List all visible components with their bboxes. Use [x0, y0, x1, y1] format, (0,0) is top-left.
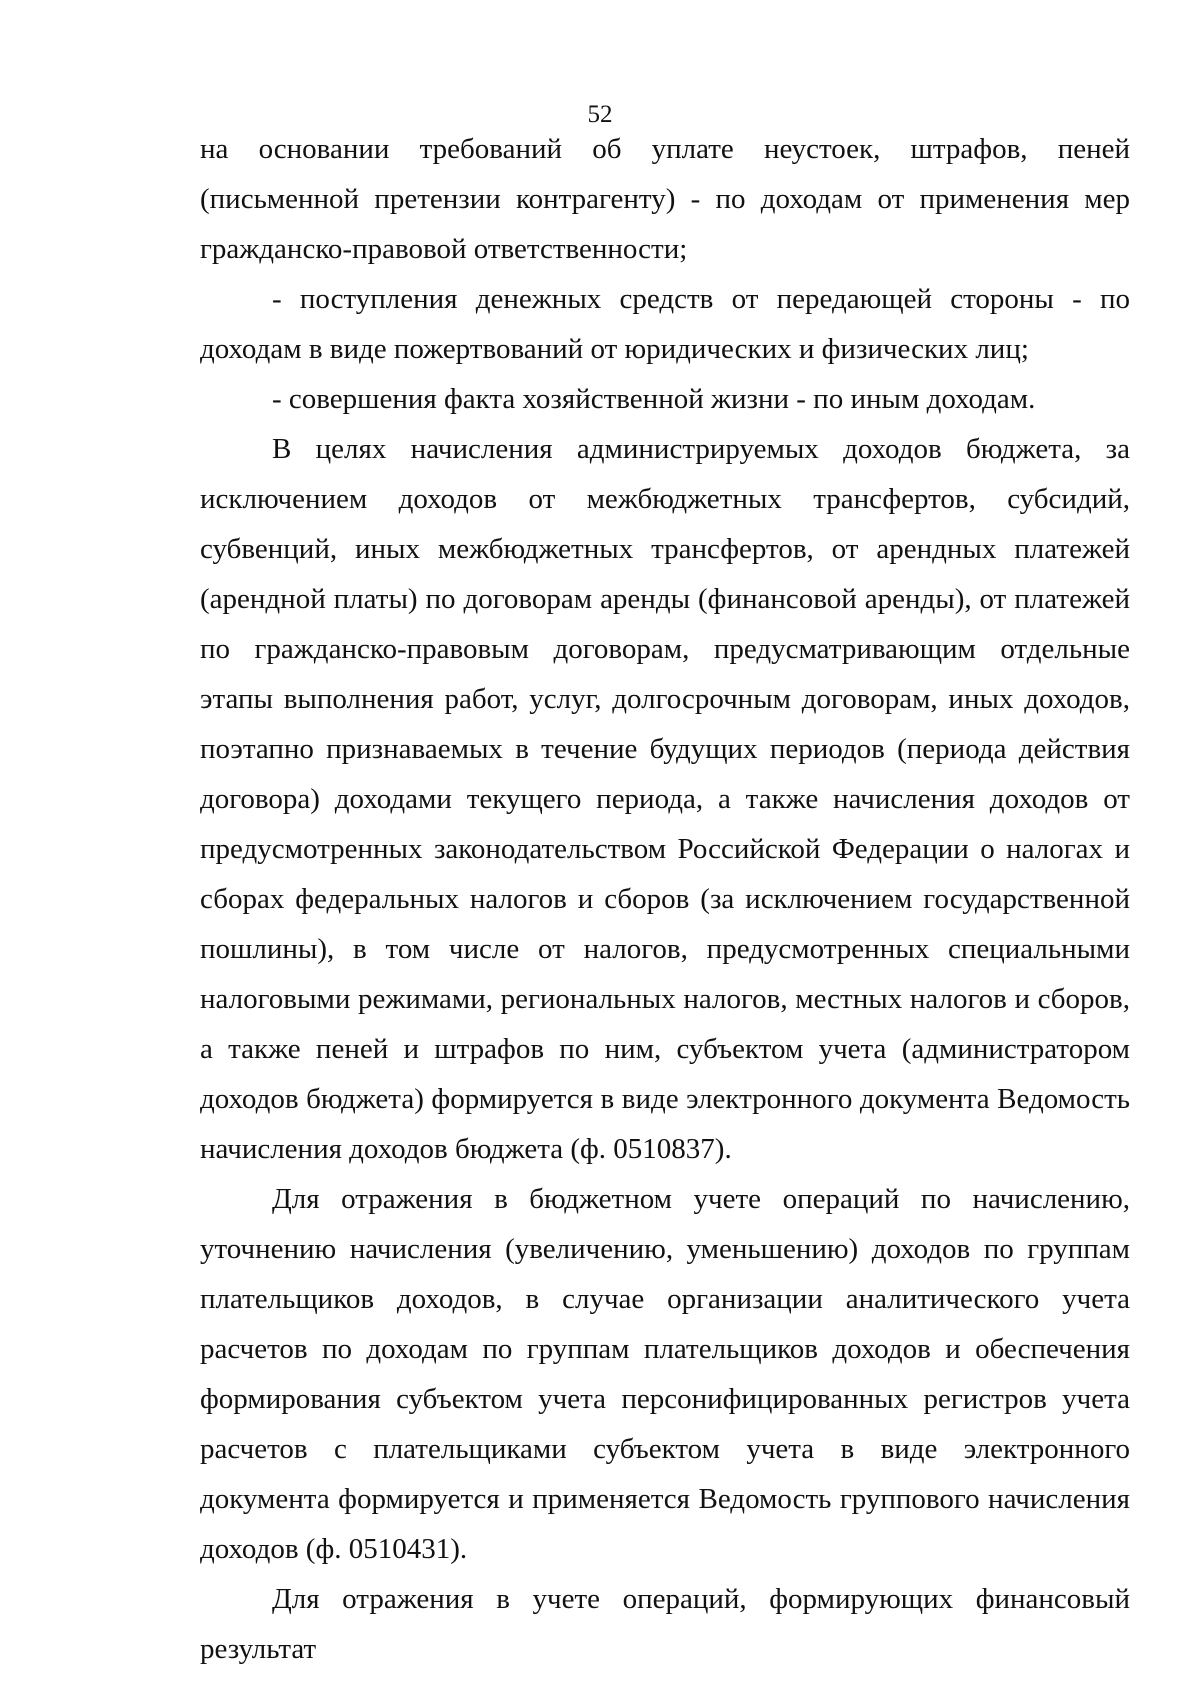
paragraph-accrual-statement: В целях начисления администрируемых доходов бюджета, за исключением доходов от межбюджетных трансфертов, субсидий, субвенций, иных межбюджетных трансфертов, от арендных платежей (арендной платы) по договорам аренды (финансовой аренды), от платежей по гражданско-правовым договорам, предусматривающим отдельные этапы выполнения работ, услуг, долгосрочным договорам, иных доходов, поэтапно признаваемых в течение будущих периодов (периода действия договора) доходами текущего периода, а также начисления доходов от предусмотренных законодательством Российской Федерации о налогах и сборах федеральных налогов и сборов (за исключением государственной пошлины), в том числе от налогов, предусмотренных специальными налоговыми режимами, региональных налогов, местных налогов и сборов, а также пеней и штрафов по ним, субъектом учета (администратором доходов бюджета) формируется в виде электронного документа Ведомость начисления доходов бюджета (ф. 0510837). [200, 433, 1130, 1165]
paragraph-financial-result: Для отражения в учете операций, формирующих финансовый результат [200, 1583, 1130, 1665]
paragraph-donations: - поступления денежных средств от передающей стороны - по доходам в виде пожертвований от юридических и физических лиц; [200, 283, 1130, 365]
page-number: 52 [587, 101, 613, 128]
paragraph-claims-continuation: на основании требований об уплате неустоек, штрафов, пеней (письменной претензии контрагенту) - по доходам от применения мер гражданско-правовой ответственности; [200, 133, 1130, 265]
paragraph-group-accrual: Для отражения в бюджетном учете операций по начислению, уточнению начисления (увеличению, уменьшению) доходов по группам плательщиков доходов, в случае организации аналитического учета расчетов по доходам по группам плательщиков доходов и обеспечения формирования субъектом учета персонифицированных регистров учета расчетов с плательщиками субъектом учета в виде электронного документа формируется и применяется Ведомость группового начисления доходов (ф. 0510431). [200, 1183, 1130, 1565]
document-body [200, 124, 1130, 1674]
paragraph-other-income: - совершения факта хозяйственной жизни - по иным доходам. [272, 383, 1036, 415]
